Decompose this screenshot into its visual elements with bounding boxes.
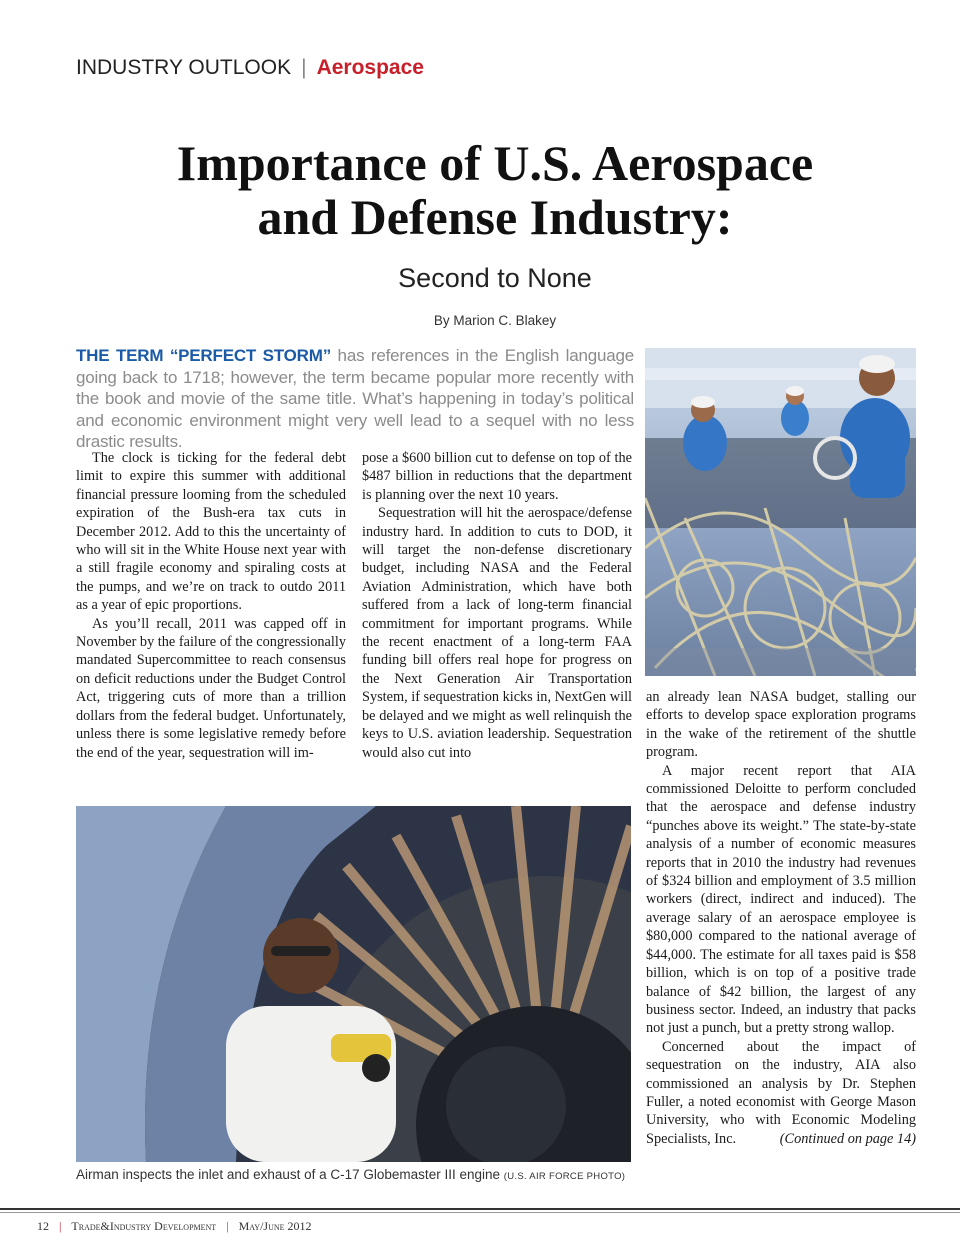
col3-paragraph-2: A major recent report that AIA commissioned Deloitte to perform concluded that the aerospace and defense industry “punches above its weight.” The state-by-state analysis of a number of economic measures reports that in 2010 the industry had revenues of $324 billion and employment of 3.5 million workers (direct, indirect and induced). The average salary of an aerospace employee is $80,000 compared to the national average of $44,000. The estimate for all taxes paid is $58 billion, which is on top of a positive trade balance of $42 billion, the largest of any business sector. Indeed, an industry that packs not just a punch, but a pretty strong wallop.	[646, 762, 916, 1037]
body-column-2	[362, 449, 632, 762]
col3-paragraph-3-text: Concerned about the impact of sequestration on the industry, AIA also commissioned an analysis by Dr. Stephen Fuller, a noted economist with George Mason University, who with Economic Modeling Specialists, Inc.	[646, 1038, 916, 1147]
col3-paragraph-1: an already lean NASA budget, stalling our efforts to develop space exploration programs in the wake of the retirement of the shuttle program.	[646, 689, 916, 761]
body-column-1	[76, 449, 346, 762]
title-line-1: Importance of U.S. Aerospace	[176, 135, 814, 191]
byline: By Marion C. Blakey	[433, 313, 557, 328]
col2-paragraph-1: pose a $600 billion cut to defense on top of the $487 billion in reductions that the department is planning over the next 10 years.	[362, 450, 632, 503]
subsection-label: Aerospace	[316, 56, 424, 79]
col1-paragraph-1: The clock is ticking for the federal debt limit to expire this summer with additional financial pressure looming from the scheduled expiration of the Bush-era tax cuts in December 2012. Add to this the uncertainty of who will sit in the White House next year with a still fragile economy and spiraling costs at the pumps, and we’re on track to outdo 2011 as a year of epic proportions.	[76, 450, 346, 614]
article-subtitle: Second to None	[398, 263, 592, 293]
body-column-3	[646, 688, 916, 1148]
engine-scene-illustration	[76, 806, 631, 1162]
article-deck	[76, 345, 634, 453]
footer-rule-thin	[0, 1212, 960, 1213]
publication-name: Trade&Industry Development	[71, 1219, 217, 1233]
continued-note: (Continued on page 14)	[779, 1130, 916, 1147]
page-footer	[37, 1219, 312, 1234]
footer-separator-1: |	[59, 1219, 62, 1233]
deck-body: has references in the English language going back to 1718; however, the term became popular more recently with the book and movie of the same title. What’s happening in today’s political and economic environment might very well lead to a sequel with no less drastic results.	[76, 346, 634, 452]
caption-text: Airman inspects the inlet and exhaust of a C-17 Globemaster III engine	[76, 1167, 500, 1182]
section-separator: |	[301, 56, 307, 79]
article-title	[60, 136, 930, 244]
photo-lab-workers	[645, 348, 916, 676]
col2-paragraph-2: Sequestration will hit the aerospace/defense industry hard. In addition to cuts to DOD, it will target the non-defense discretionary budget, including NASA and the Federal Aviation Administration, which have both suffered from a lack of long-term financial commitment for important programs. While the recent enactment of a long-term FAA funding bill offers real hope for progress on the Next Generation Air Transportation System, if sequestration kicks in, NextGen will be delayed and we might as well relinquish the keys to U.S. aviation leadership. Sequestration would also cut into	[362, 505, 633, 761]
title-line-2: and Defense Industry:	[257, 189, 733, 245]
col3-paragraph-3	[646, 1038, 916, 1148]
issue-date: May/June 2012	[238, 1219, 312, 1233]
section-header	[76, 56, 424, 80]
photo-engine-inspection	[76, 806, 631, 1162]
deck-lead: THE TERM “PERFECT STORM”	[76, 346, 332, 365]
page-number: 12	[37, 1219, 49, 1233]
footer-rule	[0, 1208, 960, 1210]
photo-credit: (U.S. AIR FORCE PHOTO)	[503, 1171, 626, 1182]
lab-scene-illustration	[645, 348, 916, 676]
section-label: INDUSTRY OUTLOOK	[76, 56, 292, 79]
footer-separator-2: |	[226, 1219, 229, 1233]
photo-caption	[76, 1167, 636, 1182]
col1-paragraph-2: As you’ll recall, 2011 was capped off in November by the failure of the congressionally mandated Supercommittee to reach consensus on deficit reductions under the Budget Control Act, triggering cuts of more than a trillion dollars from the federal budget. Unfortunately, unless there is some legislative remedy before the end of the year, sequestration will im-	[76, 615, 346, 761]
